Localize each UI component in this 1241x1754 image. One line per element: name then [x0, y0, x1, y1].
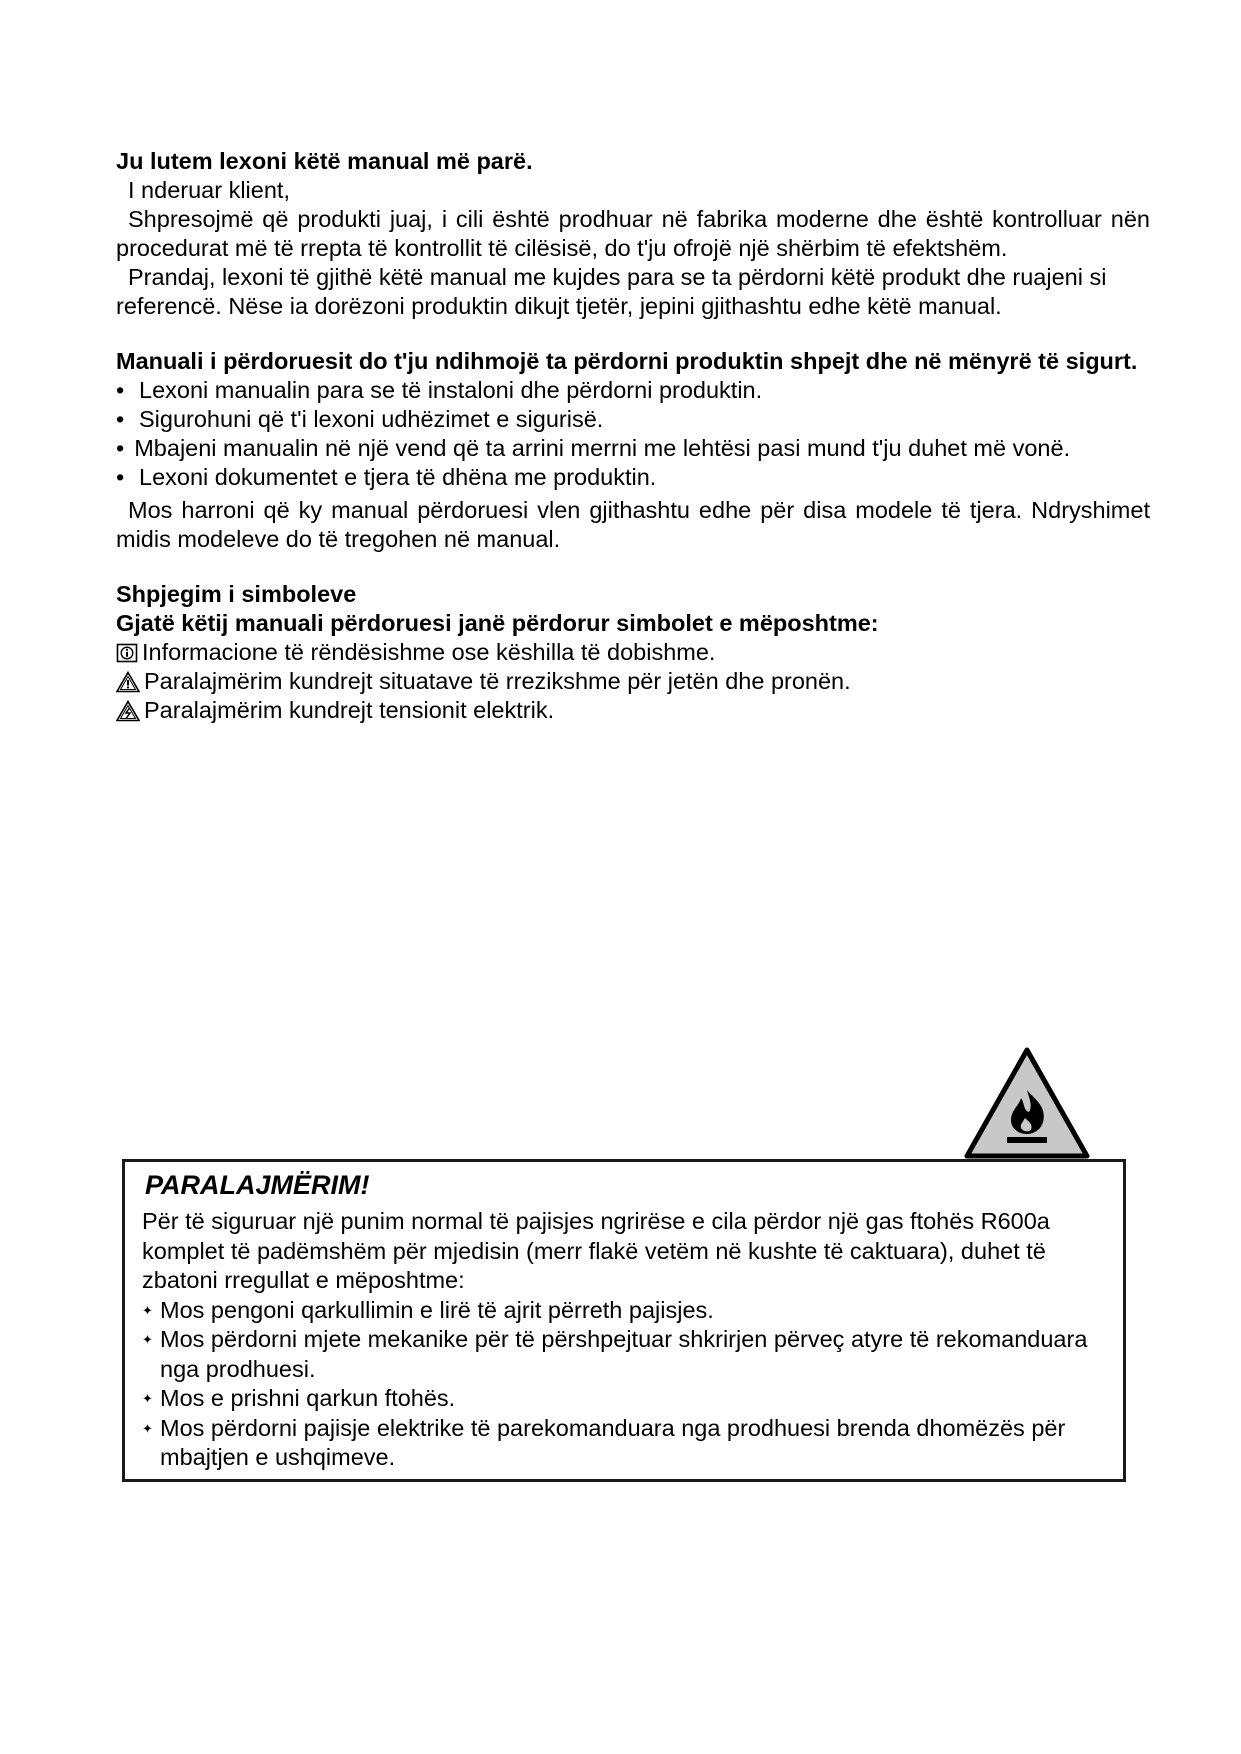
- warning-bullet-text: Mos pengoni qarkullimin e lirë të ajrit përreth pajisjes.: [160, 1296, 714, 1323]
- greeting: I nderuar klient,: [128, 177, 290, 203]
- symbol-text: Paralajmërim kundrejt tensionit elektrik.: [144, 697, 555, 723]
- guide-bullet-text: Sigurohuni që t'i lexoni udhëzimet e sigurisë.: [139, 406, 604, 432]
- warning-body: [142, 1207, 1112, 1473]
- warning-intro: Për të siguruar një punim normal të pajisjes ngrirëse e cila përdor një gas ftohës R600a komplet të padëmshëm për mjedisin (merr flakë vetëm në kushte të caktuara), duhet të zbatoni rregullat e mëposhtme:: [142, 1208, 1050, 1293]
- warning-bullet: [142, 1384, 1112, 1414]
- warning-box: [122, 1159, 1126, 1482]
- warning-triangle-icon: [116, 671, 140, 693]
- warning-title: PARALAJMËRIM!: [145, 1170, 370, 1200]
- symbol-row-info: [116, 638, 1150, 667]
- info-icon: [116, 643, 138, 663]
- bullet-marker: ✦: [142, 1420, 153, 1436]
- intro-paragraph-2: Prandaj, lexoni të gjithë këtë manual me kujdes para se ta përdorni këtë produkt dhe ruajeni si referencë. Nëse ia dorëzoni produktin dikujt tjetër, jepini gjithashtu edhe këtë manual.: [116, 264, 1107, 319]
- guide-bullet: [116, 405, 1150, 434]
- warning-bullet: [142, 1325, 1112, 1384]
- guide-bullet-text: Mbajeni manualin në një vend që ta arrini merrni me lehtësi pasi mund t'ju duhet më vonë.: [134, 435, 1071, 461]
- guide-heading: Manuali i përdoruesit do t'ju ndihmojë ta përdorni produktin shpejt dhe në mënyrë të sigurt.: [116, 348, 1138, 374]
- guide-bullet: [116, 434, 1150, 463]
- guide-bullet: [116, 463, 1150, 492]
- guide-bullet: [116, 376, 1150, 405]
- bullet-marker: •: [116, 435, 125, 461]
- bullet-marker: ✦: [142, 1332, 153, 1347]
- intro-paragraph-1: Shpresojmë që produkti juaj, i cili është prodhuar në fabrika moderne dhe është kontrolluar nën procedurat më të rrepta të kontrollit të cilësisë, do t'ju ofrojë një shërbim të efektshëm.: [116, 206, 1150, 261]
- symbols-heading: Shpjegim i simboleve: [116, 581, 357, 607]
- electric-warning-icon: [116, 700, 140, 722]
- guide-bullet-text: Lexoni dokumentet e tjera të dhëna me produktin.: [139, 464, 657, 490]
- page-content: [116, 147, 1150, 725]
- warning-bullet: [142, 1414, 1112, 1473]
- symbol-text: Informacione të rëndësishme ose këshilla të dobishme.: [142, 639, 716, 665]
- symbol-row-electric: [116, 696, 1150, 725]
- guide-bullet-text: Lexoni manualin para se të instaloni dhe përdorni produktin.: [139, 377, 763, 403]
- symbols-subheading: Gjatë këtij manuali përdoruesi janë përdorur simbolet e mëposhtme:: [116, 610, 879, 636]
- bullet-marker: •: [116, 406, 125, 432]
- bullet-marker: ✦: [142, 1391, 153, 1406]
- bullet-marker: ✦: [142, 1302, 153, 1318]
- flammable-warning-icon: [963, 1046, 1091, 1160]
- symbol-row-warning: [116, 667, 1150, 696]
- bullet-marker: •: [116, 377, 125, 403]
- symbol-text: Paralajmërim kundrejt situatave të rrezikshme për jetën dhe pronën.: [144, 668, 851, 694]
- warning-bullet-text: Mos e prishni qarkun ftohës.: [160, 1385, 456, 1411]
- models-note: Mos harroni që ky manual përdoruesi vlen gjithashtu edhe për disa modele të tjera. Ndryshimet midis modeleve do të tregohen në manual.: [116, 497, 1150, 552]
- warning-bullet-text: Mos përdorni mjete mekanike për të përshpejtuar shkrirjen përveç atyre të rekomanduara nga prodhuesi.: [160, 1326, 1088, 1382]
- warning-bullet: [142, 1296, 1112, 1326]
- intro-heading: Ju lutem lexoni këtë manual më parë.: [116, 148, 533, 174]
- warning-bullet-text: Mos përdorni pajisje elektrike të parekomanduara nga prodhuesi brenda dhomëzës për mbajtjen e ushqimeve.: [160, 1414, 1066, 1470]
- bullet-marker: •: [116, 464, 125, 490]
